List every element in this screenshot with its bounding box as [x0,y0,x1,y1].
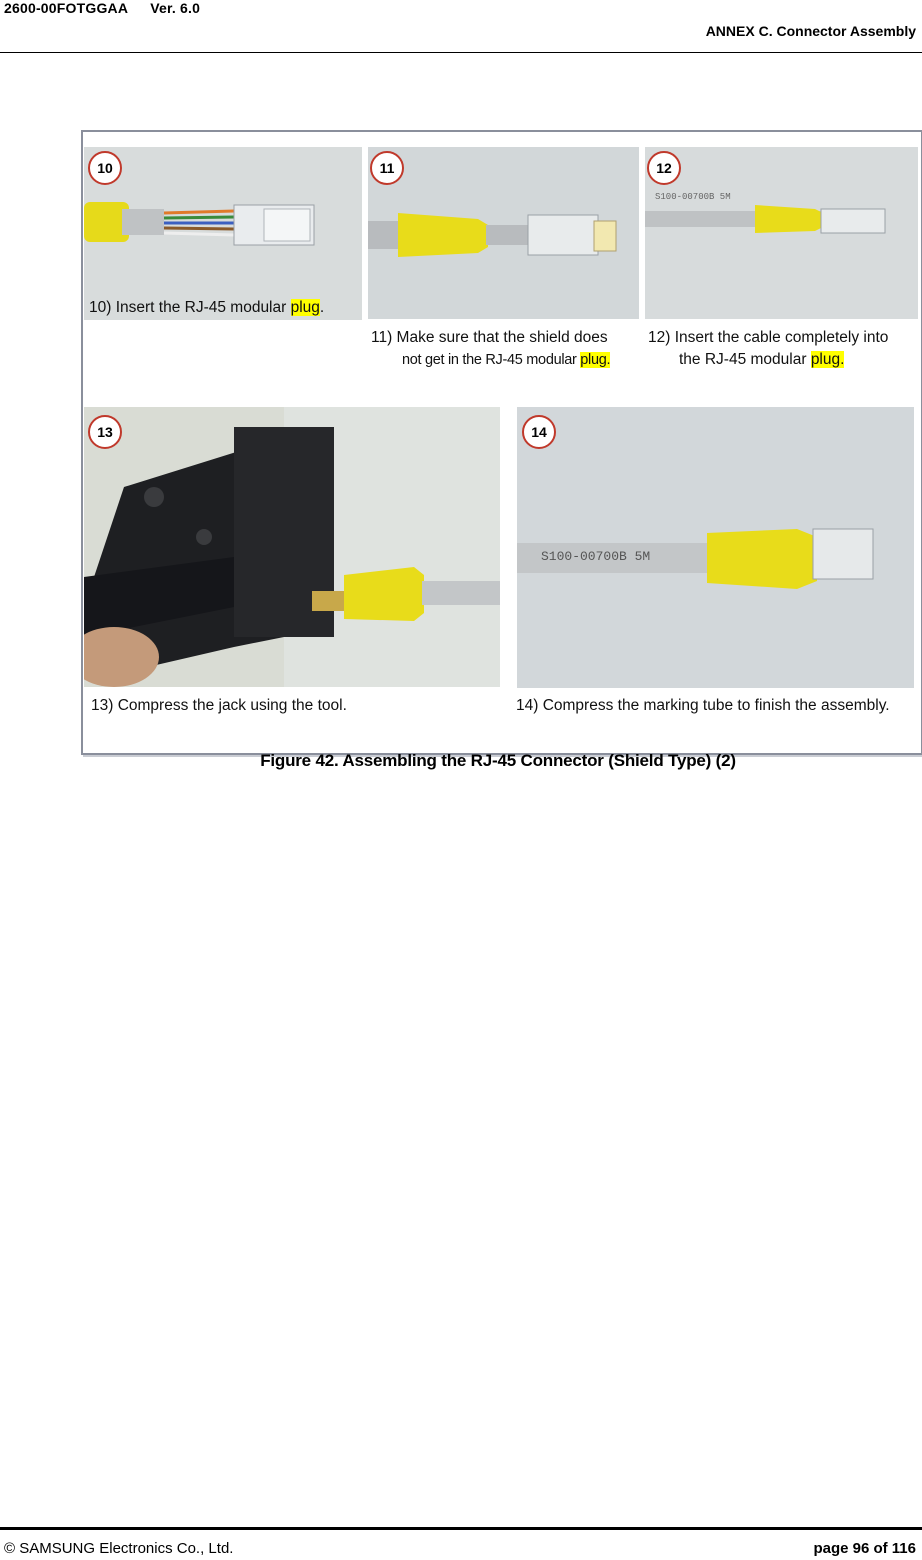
caption-step-14: 14) Compress the marking tube to finish the assembly. [516,697,890,714]
caption-10-highlight: plug [290,299,320,316]
header-rule [0,52,922,53]
caption-11-line2: not get in the RJ-45 modular [402,352,581,368]
caption-12-line1: 12) Insert the cable completely into [648,329,889,346]
caption-11-highlight: plug. [580,352,611,368]
step-number-13: 13 [88,415,122,449]
step-number-10: 10 [88,151,122,185]
photo-step-11 [368,147,639,319]
caption-step-13: 13) Compress the jack using the tool. [91,697,347,714]
caption-12-line2: the RJ-45 modular [679,351,811,368]
document-id [4,0,200,16]
caption-step-11 [371,327,643,371]
photo-step-13 [84,407,500,687]
version-text: Ver. 6.0 [150,0,201,16]
svg-text:S100-00700B 5M: S100-00700B 5M [655,192,731,202]
caption-12-highlight: plug. [810,351,845,368]
section-title: ANNEX C. Connector Assembly [705,23,916,39]
caption-10-text: 10) Insert the RJ-45 modular [89,299,291,316]
step-number-14: 14 [522,415,556,449]
caption-step-10 [89,297,324,319]
caption-10-tail: . [319,299,325,316]
photo-14-marking: S100-00700B 5M [541,549,651,564]
caption-11-line1: 11) Make sure that the shield does [371,329,608,346]
photo-step-12 [645,147,918,319]
photo-step-10 [84,147,362,320]
step-number-11: 11 [370,151,404,185]
footer-copyright: © SAMSUNG Electronics Co., Ltd. [4,1540,234,1557]
footer-rule [0,1527,922,1530]
doc-id-text: 2600-00FOTGGAA [4,0,129,16]
step-number-12: 12 [647,151,681,185]
figure-title: Figure 42. Assembling the RJ-45 Connector (Shield Type) (2) [260,751,736,770]
footer-page-number: page 96 of 116 [813,1540,916,1557]
caption-step-12 [648,327,918,371]
photo-step-14 [517,407,914,688]
